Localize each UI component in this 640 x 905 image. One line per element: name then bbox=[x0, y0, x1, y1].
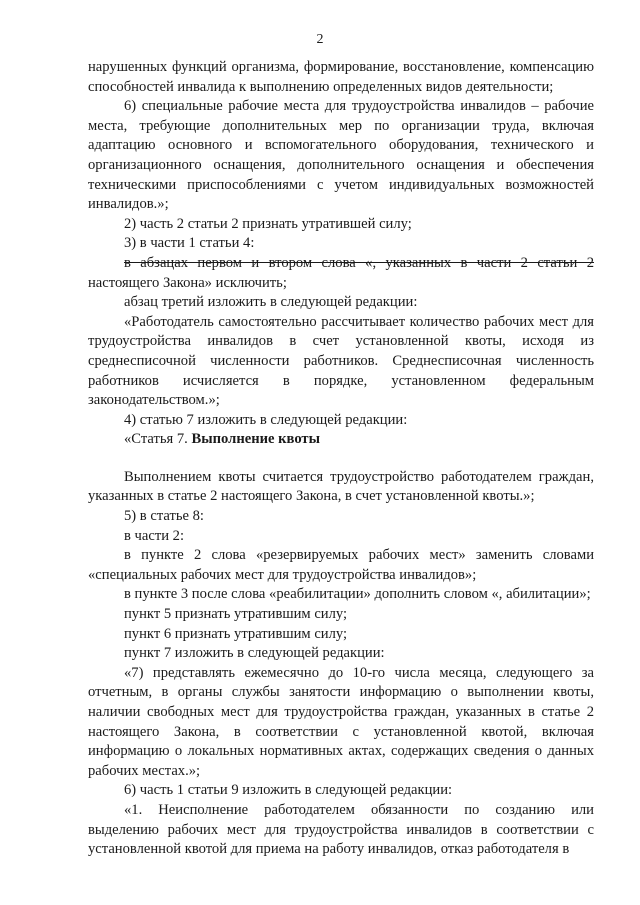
paragraph: абзац третий изложить в следующей редакции: bbox=[124, 294, 418, 311]
struck-text: в абзацах первом и втором слова «, указанных в части 2 статьи 2 bbox=[124, 254, 594, 271]
paragraph: в пункте 3 после слова «реабилитации» дополнить словом «, абилитации»; bbox=[124, 586, 591, 603]
paragraph: Выполнением квоты считается трудоустройство работодателем граждан, указанных в статье 2 настоящего Закона, в счет установленной квоты.»; bbox=[88, 468, 594, 505]
article-heading-title: Выполнение квоты bbox=[191, 431, 320, 448]
paragraph: 6) специальные рабочие места для трудоустройства инвалидов – рабочие места, требующие дополнительных мер по организации труда, включая адаптацию основного и вспомогательного оборудования, технического и организационного оснащения, дополнительного оснащения и обеспечения техническими приспособлениями с учетом индивидуальных возможностей инвалидов.»; bbox=[88, 98, 594, 213]
paragraph: 3) в части 1 статьи 4: bbox=[124, 235, 255, 252]
article-heading bbox=[88, 430, 594, 450]
paragraph: «7) представлять ежемесячно до 10-го числа месяца, следующего за отчетным, в органы службы занятости информацию о выполнении квоты, наличии свободных мест для трудоустройства граждан, указанных в статье 2 настоящего Закона, в соответствии с установленной квотой, включая информацию о локальных нормативных актах, содержащих сведения о данных рабочих местах.»; bbox=[88, 664, 594, 779]
paragraph-text: настоящего Закона» исключить; bbox=[88, 274, 287, 291]
paragraph: нарушенных функций организма, формирование, восстановление, компенсацию способностей инвалида к выполнению определенных видов деятельности; bbox=[88, 59, 594, 95]
page-number: 2 bbox=[316, 32, 324, 47]
paragraph: 6) часть 1 статьи 9 изложить в следующей редакции: bbox=[124, 782, 453, 799]
paragraph: 2) часть 2 статьи 2 признать утратившей силу; bbox=[124, 215, 412, 232]
paragraph: 4) статью 7 изложить в следующей редакции: bbox=[124, 411, 408, 428]
paragraph: в части 2: bbox=[124, 527, 185, 544]
paragraph: «Работодатель самостоятельно рассчитывает количество рабочих мест для трудоустройства инвалидов в счет установленной квоты, исходя из среднесписочной численности работников. Среднесписочная численность работников исчисляется в порядке, установленном федеральным законодательством.»; bbox=[88, 313, 594, 409]
paragraph: пункт 6 признать утратившим силу; bbox=[124, 625, 348, 642]
paragraph: пункт 7 изложить в следующей редакции: bbox=[124, 645, 385, 662]
blank-line bbox=[88, 450, 594, 468]
paragraph: в пункте 2 слова «резервируемых рабочих мест» заменить словами «специальных рабочих мест для трудоустройства инвалидов»; bbox=[88, 547, 594, 583]
paragraph: «1. Неисполнение работодателем обязанности по созданию или выделению рабочих мест для трудоустройства инвалидов в соответствии с установленной квотой для приема на работу инвалидов, отказ работодателя в bbox=[88, 801, 594, 858]
amendment-paragraph bbox=[88, 254, 594, 293]
article-heading-prefix: «Статья 7. bbox=[124, 431, 192, 448]
paragraph: пункт 5 признать утратившим силу; bbox=[124, 606, 348, 623]
document-body bbox=[88, 58, 594, 860]
paragraph: 5) в статье 8: bbox=[124, 508, 204, 525]
